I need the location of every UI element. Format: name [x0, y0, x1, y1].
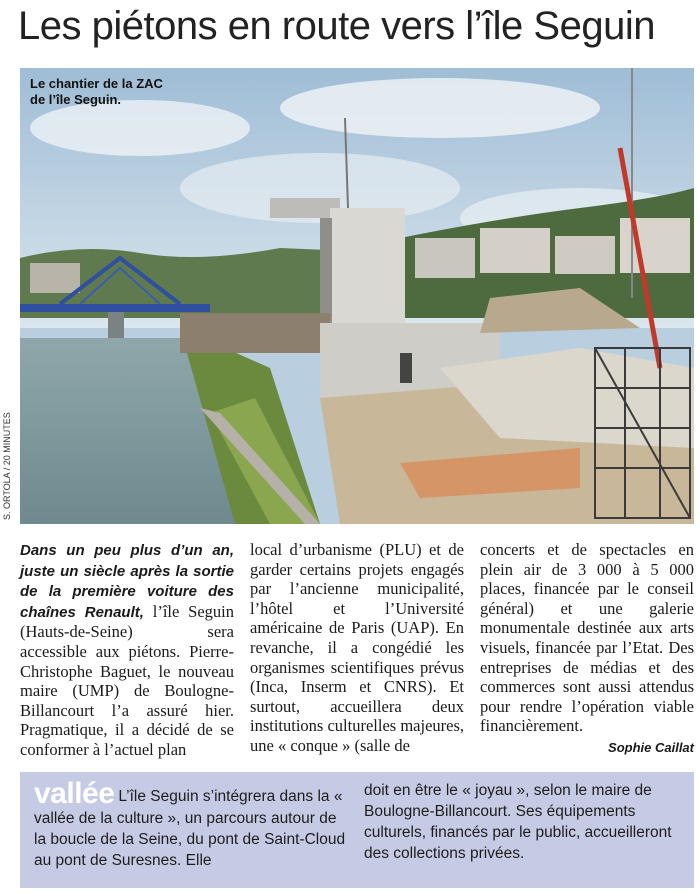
sidebar-column-1-text: L’île Seguin s’intégrera dans la « vallée de la culture », un parcours autour de la boucle de la Seine, du pont de Saint-Cloud au pont de Suresnes. Elle	[34, 788, 346, 869]
article-column-3	[480, 540, 694, 760]
byline: Sophie Caillat	[608, 739, 694, 755]
photo-credit: S. ORTOLA / 20 MINUTES	[2, 412, 12, 520]
construction-site-photo	[20, 68, 694, 524]
article-column-1	[20, 540, 234, 760]
photo-illustration	[20, 68, 694, 524]
photo-caption-line2: de l’île Seguin.	[30, 92, 122, 107]
headline: Les piétons en route vers l’île Seguin	[18, 4, 655, 48]
article-column-1-text: l’île Seguin (Hauts-de-Seine) sera accessible aux piétons. Pierre-Christophe Baguet, le nouveau maire (UMP) de Boulogne-Billancourt l’a assuré hier. Pragmatique, il a décidé de se conformer à l’actuel plan	[20, 601, 235, 759]
sidebar-column-2	[364, 780, 680, 880]
sidebar-column-2-text: doit en être le « joyau », selon le maire de Boulogne-Billancourt. Ses équipements culturels, financés par le public, accueilleront des collections privées.	[364, 782, 672, 862]
sidebar-kicker: vallée	[34, 777, 115, 810]
article-body	[20, 540, 694, 760]
article-lede: Dans un peu plus d’un an, juste un siècle après la sortie de la première voiture des chaînes Renault,	[20, 542, 234, 621]
photo-caption-line1: Le chantier de la ZAC	[30, 76, 163, 91]
photo-caption	[30, 76, 180, 108]
article-column-3-text: concerts et de spectacles en plein air de 3 000 à 5 000 places, financée par le conseil général) et une galerie monumentale destinée aux arts visuels, financée par l’Etat. Des entreprises de médias et des commerces sont aussi attendus pour rendre l’opération viable financièrement.	[480, 540, 694, 736]
article-column-2-text: local d’urbanisme (PLU) et de garder certains projets engagés par l’ancienne municipalité, l’hôtel et l’Université américaine de Paris (UAP). En revanche, il a congédié les organismes scientifiques prévus (Inca, Inserm et CNRS). Et surtout, accueillera deux institutions culturelles majeures, une « conque » (salle de	[250, 540, 465, 755]
article-column-2	[250, 540, 464, 760]
sidebar-box	[20, 772, 694, 888]
sidebar-column-1	[34, 777, 350, 880]
